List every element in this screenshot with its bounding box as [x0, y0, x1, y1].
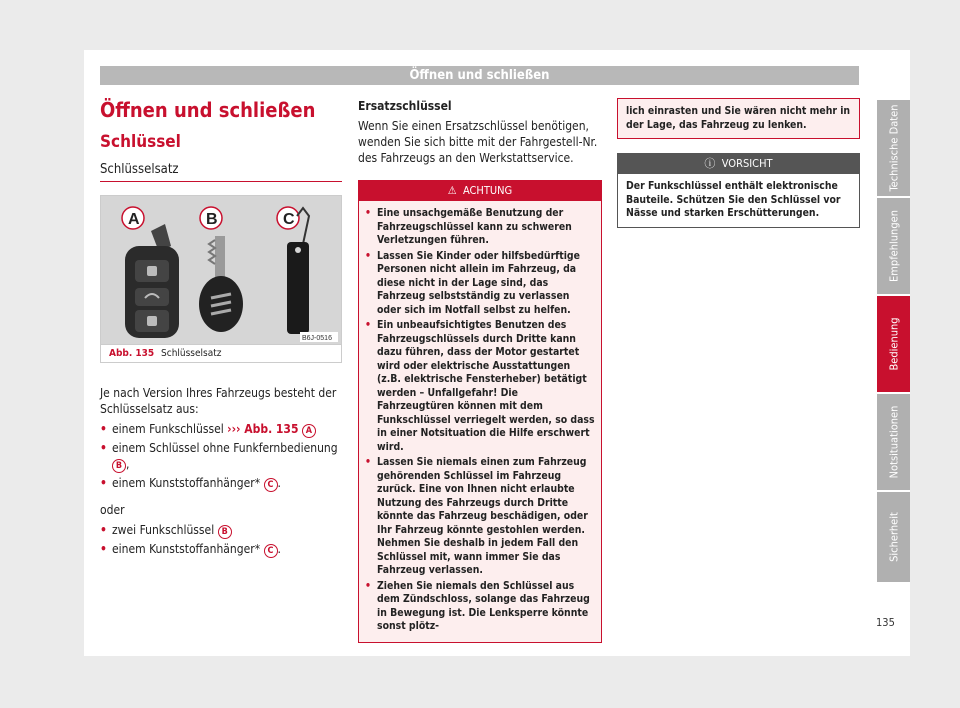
tab-technische-daten[interactable]: Technische Daten [877, 100, 910, 196]
figure-key-set [100, 195, 342, 363]
label-b: B [206, 211, 218, 228]
tab-notsituationen[interactable]: Notsituationen [877, 394, 910, 490]
spare-key-heading: Ersatzschlüssel [358, 99, 452, 113]
chapter-title: Öffnen und schließen [100, 98, 316, 122]
badge-b: B [218, 525, 232, 539]
list-item: • einem Kunststoffanhänger* C . [100, 475, 342, 492]
intro-text: Je nach Version Ihres Fahrzeugs besteht der Schlüsselsatz aus: [100, 386, 337, 416]
key-list-1 [100, 421, 342, 492]
warning-body [359, 201, 601, 642]
section-title: Schlüssel [100, 132, 181, 152]
warning-item: • Ein unbeaufsichtigtes Benutzen des Fahrzeugschlüssels durch Dritte kann dazu führen, dass der Motor gestartet wird oder elektrische Ausstattungen (z.B. elektrische Fensterheber) betätigt werden – Unfallgefahr! Die Fahrzeugtüren können mit dem Funkschlüssel verriegelt werden, so dass in einer Notsituation die Hilfe erschwert wird. [365, 319, 595, 454]
oder-text: oder [100, 503, 125, 517]
badge-c: C [264, 544, 278, 558]
label-c: C [283, 211, 295, 228]
list-item: • einem Schlüssel ohne Funkfernbedienung B , [100, 440, 342, 473]
warning-continuation: lich einrasten und Sie wären nicht mehr in der Lage, das Fahrzeug zu lenken. [617, 98, 860, 139]
tab-sicherheit[interactable]: Sicherheit [877, 492, 910, 582]
figure-caption-text: Schlüsselsatz [161, 348, 222, 359]
column-left [100, 98, 342, 560]
badge-b: B [112, 459, 126, 473]
warning-item: • Lassen Sie Kinder oder hilfsbedürftige Personen nicht allein im Fahrzeug, da diese nicht in der Lage sind, das Fahrzeug selbstständig zu verlassen oder sich im Notfall selbst zu helfen. [365, 250, 595, 318]
figure-label: Abb. 135 [109, 348, 155, 359]
caution-text: Der Funkschlüssel enthält elektronische Bauteile. Schützen Sie den Schlüssel vor Nässe und starken Erschütterungen. [626, 180, 841, 219]
warning-header: ⚠ ACHTUNG [359, 181, 601, 201]
list-item: • einem Funkschlüssel ››› Abb. 135 A [100, 421, 342, 438]
tab-bedienung[interactable]: Bedienung [877, 296, 910, 392]
label-a: A [128, 211, 140, 228]
caution-box [617, 153, 860, 228]
warning-icon: ⚠ [447, 184, 457, 197]
warning-box [358, 180, 602, 643]
figure-code: B6J-0516 [302, 335, 332, 342]
column-middle [358, 98, 602, 643]
caution-header: ⓘ VORSICHT [618, 154, 859, 174]
badge-a: A [302, 424, 316, 438]
badge-c: C [264, 478, 278, 492]
spare-key-text: Wenn Sie einen Ersatzschlüssel benötigen, wenden Sie sich bitte mit der Fahrgestell-Nr. des Fahrzeugs an den Werkstattservice. [358, 119, 598, 165]
figure-caption [101, 344, 341, 362]
list-item: • zwei Funkschlüssel B [100, 522, 342, 539]
warning-item: • Ziehen Sie niemals den Schlüssel aus dem Zündschloss, solange das Fahrzeug in Bewegung ist. Die Lenksperre könnte sonst plötz- [365, 580, 595, 634]
key-set-illustration [101, 196, 341, 344]
key-list-2 [100, 522, 342, 558]
list-item: • einem Kunststoffanhänger* C . [100, 541, 342, 558]
page-number: 135 [876, 616, 895, 629]
warning-item: • Lassen Sie niemals einen zum Fahrzeug gehörenden Schlüssel im Fahrzeug zurück. Eine von Ihnen nicht erlaubte Nutzung des Fahrzeugs durch Dritte könnte das Fahrzeug beschädigen, oder Ihr Fahrzeug könnte gestohlen werden. Nehmen Sie deshalb in jedem Fall den Schlüssel mit, wann immer Sie das Fahrzeug verlassen. [365, 456, 595, 578]
warning-item: • Eine unsachgemäße Benutzung der Fahrzeugschlüssel kann zu schweren Verletzungen führen. [365, 207, 595, 248]
tab-empfehlungen[interactable]: Empfehlungen [877, 198, 910, 294]
column-right [617, 98, 860, 228]
subsection-title: Schlüsselsatz [100, 162, 342, 182]
page-header: Öffnen und schließen [100, 66, 859, 85]
figure-reference-link[interactable]: ››› Abb. 135 [227, 422, 299, 436]
caution-icon: ⓘ [704, 157, 716, 170]
